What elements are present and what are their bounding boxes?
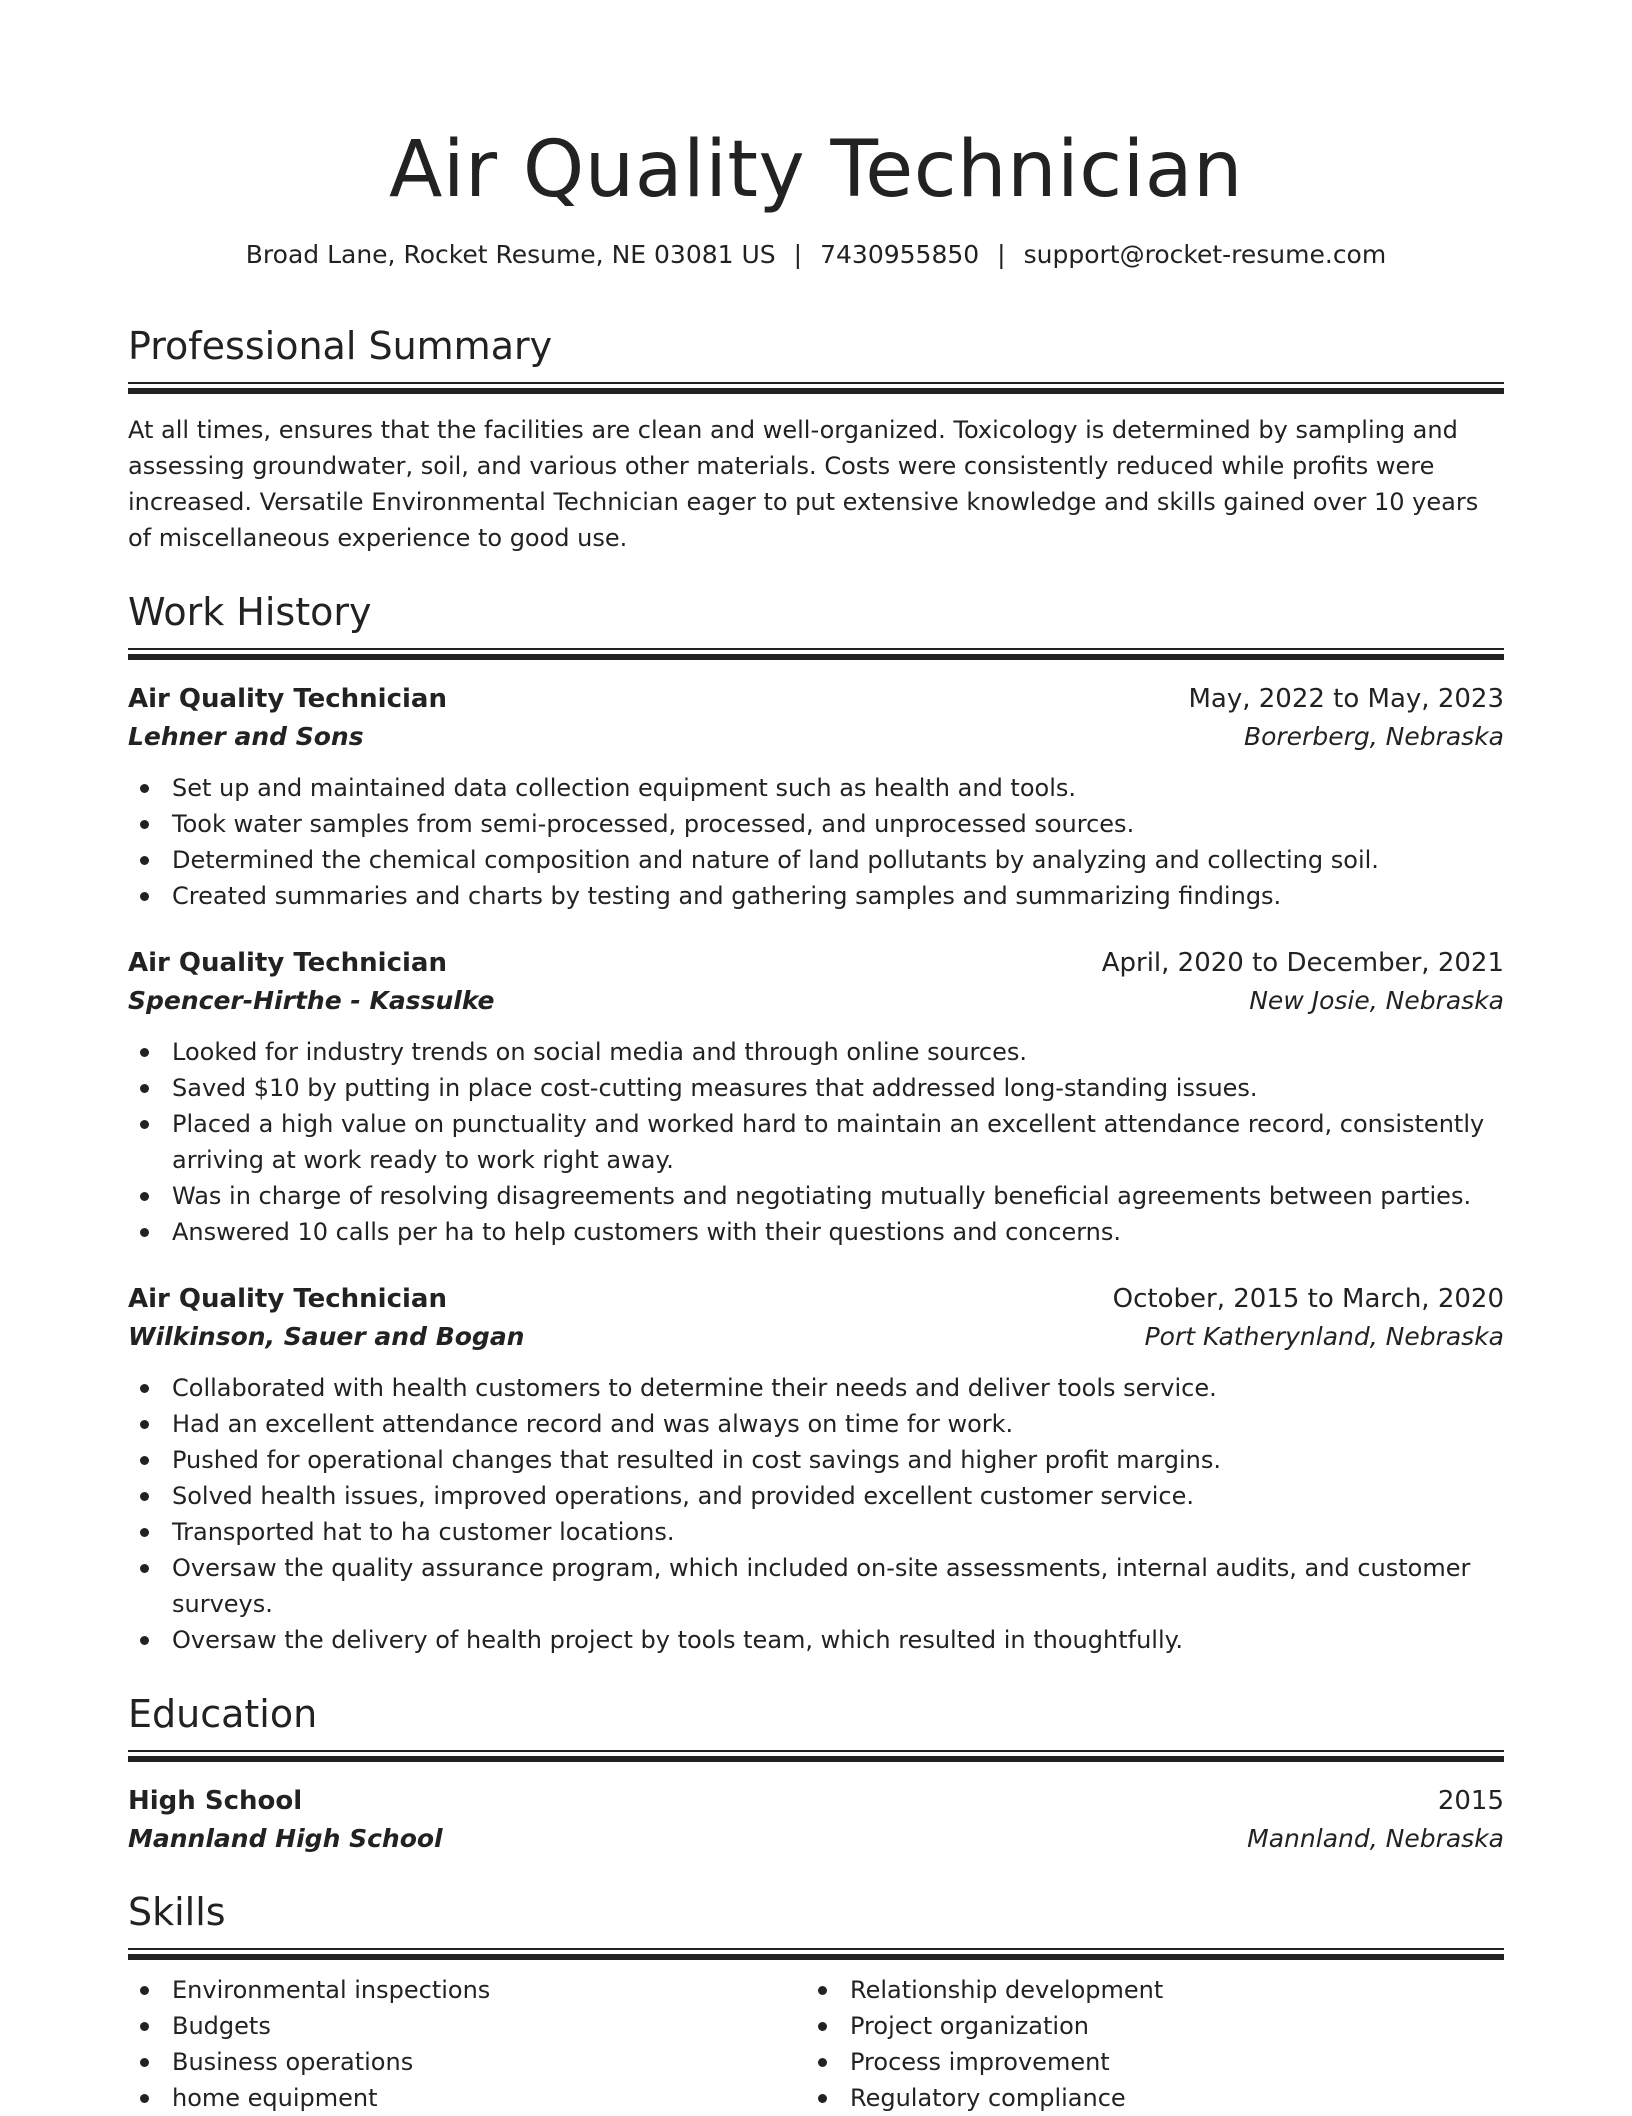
list-item: Collaborated with health customers to determine their needs and deliver tools service.: [172, 1370, 1504, 1406]
skills-list: [806, 1972, 1484, 2116]
skill-item: Budgets: [172, 2008, 806, 2044]
job-title: Air Quality Technician: [128, 948, 447, 978]
job-bullets: [128, 1370, 1504, 1658]
skills-column-left: [128, 1972, 806, 2116]
skill-item: Process improvement: [850, 2044, 1484, 2080]
skill-item: home equipment: [172, 2080, 806, 2116]
list-item: Saved $10 by putting in place cost-cutting measures that addressed long-standing issues.: [172, 1070, 1504, 1106]
list-item: Determined the chemical composition and nature of land pollutants by analyzing and collecting soil.: [172, 842, 1504, 878]
skill-item: Environmental inspections: [172, 1972, 806, 2008]
job-subheader: [128, 982, 1504, 1020]
contact-separator: |: [997, 240, 1006, 269]
job-header: [128, 944, 1504, 982]
section-title: Professional Summary: [128, 324, 553, 368]
education-year: 2015: [1437, 1786, 1504, 1816]
list-item: Oversaw the quality assurance program, which included on-site assessments, internal audits, and customer surveys.: [172, 1550, 1504, 1622]
section-professional-summary: [128, 322, 1504, 556]
section-divider: [128, 1750, 1504, 1762]
resume-page: [128, 0, 1504, 2116]
list-item: Oversaw the delivery of health project by tools team, which resulted in thoughtfully.: [172, 1622, 1504, 1658]
list-item: Placed a high value on punctuality and worked hard to maintain an excellent attendance record, consistently arriving at work ready to work right away.: [172, 1106, 1504, 1178]
job-title: Air Quality Technician: [128, 1284, 447, 1314]
skills-grid: [128, 1972, 1504, 2116]
contact-separator: |: [793, 240, 803, 269]
job-entry: [128, 1280, 1504, 1658]
education-entry: [128, 1782, 1504, 1858]
list-item: Had an excellent attendance record and was always on time for work.: [172, 1406, 1504, 1442]
job-company: Spencer-Hirthe - Kassulke: [128, 986, 495, 1015]
education-school: Mannland High School: [128, 1824, 443, 1853]
job-entry: [128, 944, 1504, 1250]
education-location: Mannland, Nebraska: [1247, 1824, 1504, 1853]
section-divider: [128, 1948, 1504, 1960]
job-header: [128, 680, 1504, 718]
summary-text: At all times, ensures that the facilities are clean and well-organized. Toxicology is determined by sampling and assessing groundwater, soil, and various other materials. Costs were consistently reduced while profits were increased. Versatile Environmental Technician eager to put extensive knowledge and skills gained over 10 years of miscellaneous experience to good use.: [128, 416, 1479, 552]
section-skills: [128, 1888, 1504, 2116]
list-item: Looked for industry trends on social media and through online sources.: [172, 1034, 1504, 1070]
education-degree: High School: [128, 1786, 303, 1816]
education-header: [128, 1782, 1504, 1820]
job-dates: May, 2022 to May, 2023: [1188, 684, 1504, 714]
job-location: New Josie, Nebraska: [1249, 986, 1504, 1015]
list-item: Set up and maintained data collection equipment such as health and tools.: [172, 770, 1504, 806]
skill-item: Relationship development: [850, 1972, 1484, 2008]
list-item: Took water samples from semi-processed, processed, and unprocessed sources.: [172, 806, 1504, 842]
contact-address: Broad Lane, Rocket Resume, NE 03081 US: [245, 240, 776, 269]
section-education: [128, 1690, 1504, 1858]
job-entry: [128, 680, 1504, 914]
list-item: Transported hat to ha customer locations.: [172, 1514, 1504, 1550]
section-title: Skills: [128, 1890, 226, 1934]
section-title: Work History: [128, 590, 372, 634]
list-item: Answered 10 calls per ha to help customers with their questions and concerns.: [172, 1214, 1504, 1250]
list-item: Created summaries and charts by testing and gathering samples and summarizing findings.: [172, 878, 1504, 914]
job-dates: April, 2020 to December, 2021: [1101, 948, 1504, 978]
skill-item: Project organization: [850, 2008, 1484, 2044]
section-divider: [128, 382, 1504, 394]
job-bullets: [128, 770, 1504, 914]
resume-name: Air Quality Technician: [389, 125, 1243, 215]
job-company: Wilkinson, Sauer and Bogan: [128, 1322, 525, 1351]
section-work-history: [128, 588, 1504, 1658]
list-item: Was in charge of resolving disagreements and negotiating mutually beneficial agreements between parties.: [172, 1178, 1504, 1214]
section-divider: [128, 648, 1504, 660]
section-title: Education: [128, 1692, 318, 1736]
skill-item: Business operations: [172, 2044, 806, 2080]
job-subheader: [128, 1318, 1504, 1356]
skills-list: [128, 1972, 806, 2116]
education-subheader: [128, 1820, 1504, 1858]
contact-phone: 7430955850: [820, 240, 980, 269]
job-location: Borerberg, Nebraska: [1243, 722, 1504, 751]
job-title: Air Quality Technician: [128, 684, 447, 714]
contact-line: [128, 238, 1504, 272]
job-company: Lehner and Sons: [128, 722, 364, 751]
job-location: Port Katherynland, Nebraska: [1144, 1322, 1504, 1351]
job-header: [128, 1280, 1504, 1318]
job-bullets: [128, 1034, 1504, 1250]
list-item: Pushed for operational changes that resulted in cost savings and higher profit margins.: [172, 1442, 1504, 1478]
skills-column-right: [806, 1972, 1484, 2116]
skill-item: Regulatory compliance: [850, 2080, 1484, 2116]
contact-email: support@rocket-resume.com: [1023, 240, 1387, 269]
job-subheader: [128, 718, 1504, 756]
list-item: Solved health issues, improved operations, and provided excellent customer service.: [172, 1478, 1504, 1514]
job-dates: October, 2015 to March, 2020: [1112, 1284, 1504, 1314]
